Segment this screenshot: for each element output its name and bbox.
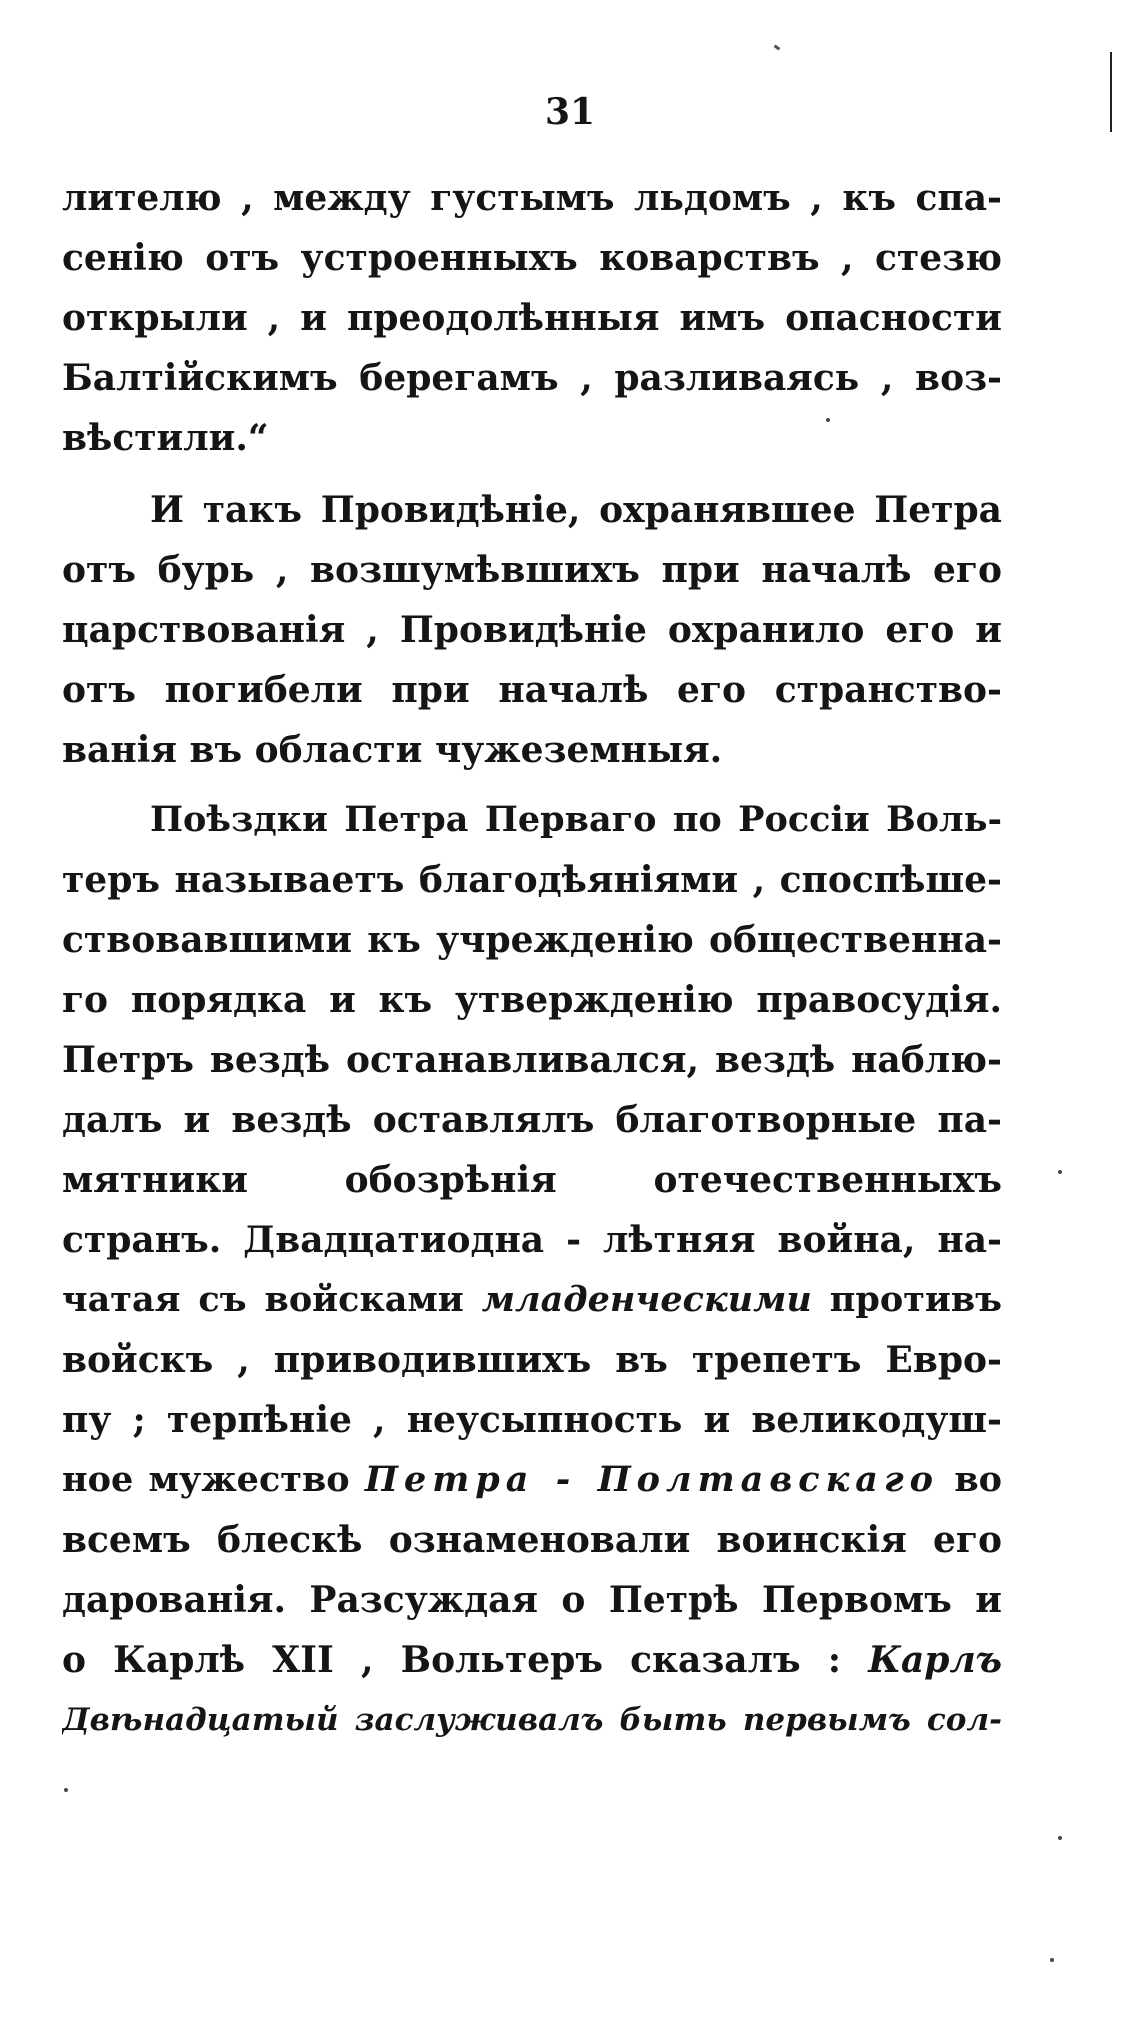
print-speck <box>1058 1836 1062 1840</box>
text-line: открыли , и преодолѣнныя имъ опасности <box>62 297 1002 339</box>
text-line: ствовавшими къ учрежденiю общественна- <box>62 919 1002 961</box>
text-line: далъ и вездѣ оставлялъ благотворные па- <box>62 1099 1002 1141</box>
text-line: странъ. Двадцатиодна - лѣтняя война, на- <box>62 1219 1002 1261</box>
text-line: дарованiя. Разсуждая о Петрѣ Первомъ и <box>62 1579 1002 1621</box>
text-line: го порядка и къ утвержденiю правосудiя. <box>62 979 1002 1021</box>
paragraph-3 <box>62 790 1002 1750</box>
text-line: теръ называетъ благодѣянiями , споспѣше- <box>62 859 1002 901</box>
print-speck <box>64 1788 68 1792</box>
text-line: отъ бурь , возшумѣвшихъ при началѣ его <box>62 549 1002 591</box>
text-line: Балтiйскимъ берегамъ , разливаясь , воз- <box>62 357 1002 399</box>
text-line: войскъ , приводившихъ въ трепетъ Евро- <box>62 1339 1002 1381</box>
print-speck <box>774 45 781 51</box>
text-line: пу ; терпѣнiе , неусыпность и великодуш- <box>62 1399 1002 1441</box>
text-line: Поѣздки Петра Перваго по Россiи Воль- <box>150 799 1002 840</box>
text-line: ное мужество Петра - Полтавскаго во <box>62 1459 1002 1500</box>
text-line: чатая съ войсками младенческими противъ <box>62 1279 1002 1320</box>
text-line: вѣстили.“ <box>62 417 269 459</box>
print-speck <box>1050 1958 1054 1962</box>
print-speck <box>1058 1170 1062 1174</box>
text-line: всемъ блескѣ ознаменовали воинскiя его <box>62 1519 1002 1561</box>
text-line: ванiя въ области чужеземныя. <box>62 729 723 771</box>
print-speck <box>826 418 830 422</box>
text-line: отъ погибели при началѣ его странство- <box>62 669 1002 711</box>
text-line: царствованiя , Провидѣнiе охранило его и <box>62 609 1002 651</box>
paragraph-1 <box>62 168 1002 468</box>
text-line: Двѣнадцатый заслуживалъ быть первымъ сол- <box>62 1702 1002 1738</box>
text-line: о Карлѣ XII , Вольтеръ сказалъ : Карлъ <box>62 1639 1002 1681</box>
paragraph-2 <box>62 480 1002 780</box>
text-line: мятники обозрѣнiя отечественныхъ <box>62 1159 1002 1201</box>
page-number: 31 <box>544 91 596 133</box>
text-line: лителю , между густымъ льдомъ , къ спа- <box>62 177 1002 219</box>
text-line: Петръ вездѣ останавливался, вездѣ наблю- <box>62 1039 1002 1081</box>
text-line: И такъ Провидѣнiе, охранявшее Петра <box>150 489 1002 531</box>
text-line: сенiю отъ устроенныхъ коварствъ , стезю <box>62 237 1002 279</box>
